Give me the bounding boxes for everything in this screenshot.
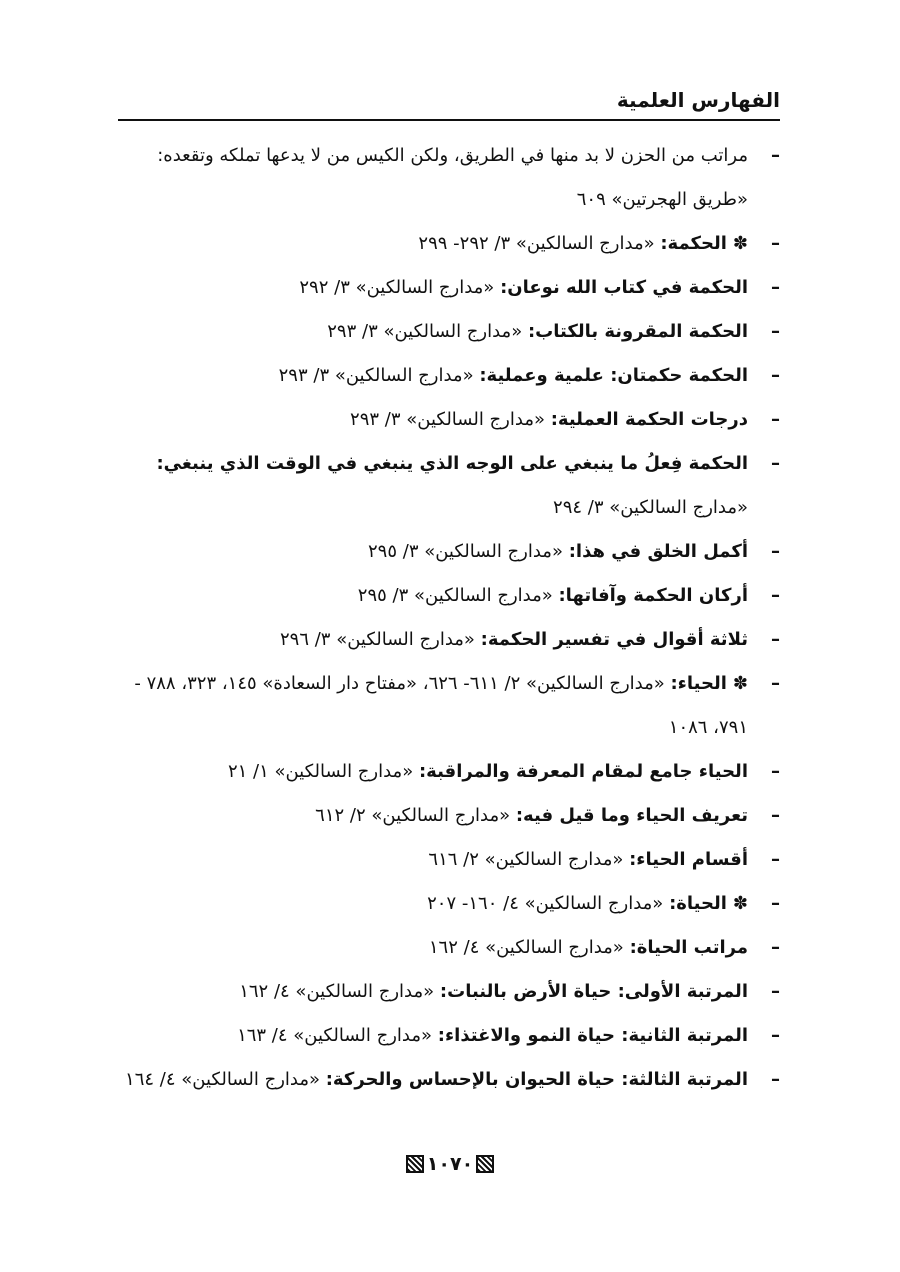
entry-reference: «مدارج السالكين» ٣/ ٢٩٣: [278, 365, 474, 386]
running-header: [118, 86, 780, 116]
entry-term: المرتبة الثانية: حياة النمو والاغتذاء:: [437, 1025, 748, 1046]
entry-term: الحكمة:: [660, 233, 727, 254]
index-entry: [110, 134, 780, 222]
index-entry: [110, 442, 780, 530]
index-entry: [110, 1014, 780, 1058]
index-entry: [110, 398, 780, 442]
ornament-left-icon: [406, 1155, 424, 1173]
entry-term: تعريف الحياء وما قيل فيه:: [515, 805, 748, 826]
header-rule: [118, 119, 780, 121]
entry-term: درجات الحكمة العملية:: [550, 409, 748, 430]
main-entry-star-icon: ✽: [732, 233, 748, 254]
entry-term: مراتب الحياة:: [629, 937, 748, 958]
index-entry: [110, 530, 780, 574]
main-entry-star-icon: ✽: [732, 673, 748, 694]
page-number: ١٠٧٠: [426, 1153, 474, 1175]
index-entries: [110, 134, 780, 1102]
main-entry-star-icon: ✽: [732, 893, 748, 914]
index-entry: [110, 618, 780, 662]
entry-reference: «مدارج السالكين» ٣/ ٢٩٣: [350, 409, 545, 430]
entry-term: ثلاثة أقوال في تفسير الحكمة:: [480, 629, 748, 650]
entry-reference: «مدارج السالكين» ٤/ ١٦٢: [428, 937, 624, 958]
entry-dash: –: [771, 321, 780, 342]
entry-term: الحياء:: [670, 673, 727, 694]
index-entry: [110, 574, 780, 618]
entry-term: أكمل الخلق في هذا:: [568, 541, 748, 562]
entry-dash: –: [771, 541, 780, 562]
entry-reference: «مدارج السالكين» ٣/ ٢٩٥: [357, 585, 553, 606]
entry-dash: –: [771, 1069, 780, 1090]
entry-reference: «مدارج السالكين» ٣/ ٢٩٢: [299, 277, 495, 298]
entry-dash: –: [771, 629, 780, 650]
entry-term: المرتبة الأولى: حياة الأرض بالنبات:: [439, 981, 748, 1002]
entry-dash: –: [771, 805, 780, 826]
entry-dash: –: [771, 233, 780, 254]
entry-dash: –: [771, 585, 780, 606]
entry-term: أقسام الحياء:: [629, 849, 748, 870]
index-entry: [110, 970, 780, 1014]
entry-dash: –: [771, 981, 780, 1002]
entry-reference: «مدارج السالكين» ٢/ ٦١٦: [428, 849, 624, 870]
entry-term: المرتبة الثالثة: حياة الحيوان بالإحساس والحركة:: [325, 1069, 748, 1090]
entry-reference: «مدارج السالكين» ٤/ ١٦٠- ٢٠٧: [427, 893, 664, 914]
entry-dash: –: [771, 365, 780, 386]
index-entry: [110, 882, 780, 926]
entry-reference: «مدارج السالكين» ٤/ ١٦٢: [239, 981, 435, 1002]
entry-reference: «مدارج السالكين» ٢/ ٦١١- ٦٢٦، «مفتاح دار السعادة» ١٤٥، ٣٢٣، ٧٨٨ - ٧٩١، ١٠٨٦: [134, 673, 748, 738]
entry-dash: –: [771, 893, 780, 914]
index-entry: [110, 838, 780, 882]
index-entry: [110, 926, 780, 970]
entry-dash: –: [771, 937, 780, 958]
index-entry: [110, 1058, 780, 1102]
entry-reference: «مدارج السالكين» ٣/ ٢٩٦: [279, 629, 475, 650]
entry-dash: –: [771, 849, 780, 870]
entry-reference: «مدارج السالكين» ٣/ ٢٩٤: [553, 497, 748, 518]
index-entry: [110, 794, 780, 838]
entry-dash: –: [771, 145, 780, 166]
header-title: الفهارس العلمية: [616, 88, 780, 112]
entry-reference: «مدارج السالكين» ٤/ ١٦٣: [237, 1025, 433, 1046]
entry-reference: مراتب من الحزن لا بد منها في الطريق، ولكن الكيس من لا يدعها تملكه وتقعده: «طريق الهجرتين» ٦٠٩: [157, 145, 748, 210]
entry-reference: «مدارج السالكين» ٤/ ١٦٤: [125, 1069, 320, 1090]
entry-term: الحكمة فِعلُ ما ينبغي على الوجه الذي ينبغي في الوقت الذي ينبغي:: [156, 453, 748, 474]
index-entry: [110, 310, 780, 354]
index-entry: [110, 750, 780, 794]
entry-dash: –: [771, 453, 780, 474]
entry-term: الحكمة في كتاب الله نوعان:: [500, 277, 748, 298]
entry-reference: «مدارج السالكين» ٢/ ٦١٢: [315, 805, 511, 826]
entry-term: الحياة:: [669, 893, 727, 914]
entry-term: الحياء جامع لمقام المعرفة والمراقبة:: [418, 761, 748, 782]
index-entry: [110, 354, 780, 398]
entry-dash: –: [771, 673, 780, 694]
entry-dash: –: [771, 277, 780, 298]
entry-reference: «مدارج السالكين» ٣/ ٢٩٢- ٢٩٩: [418, 233, 655, 254]
entry-term: الحكمة المقرونة بالكتاب:: [527, 321, 748, 342]
entry-reference: «مدارج السالكين» ٣/ ٢٩٣: [327, 321, 523, 342]
index-entry: [110, 662, 780, 750]
entry-reference: «مدارج السالكين» ٣/ ٢٩٥: [368, 541, 563, 562]
entry-term: أركان الحكمة وآفاتها:: [558, 585, 748, 606]
entry-reference: «مدارج السالكين» ١/ ٢١: [227, 761, 414, 782]
entry-dash: –: [771, 761, 780, 782]
entry-dash: –: [771, 409, 780, 430]
ornament-right-icon: [476, 1155, 494, 1173]
entry-term: الحكمة حكمتان: علمية وعملية:: [479, 365, 748, 386]
entry-dash: –: [771, 1025, 780, 1046]
index-entry: [110, 266, 780, 310]
page-footer: [0, 1153, 900, 1175]
index-entry: [110, 222, 780, 266]
